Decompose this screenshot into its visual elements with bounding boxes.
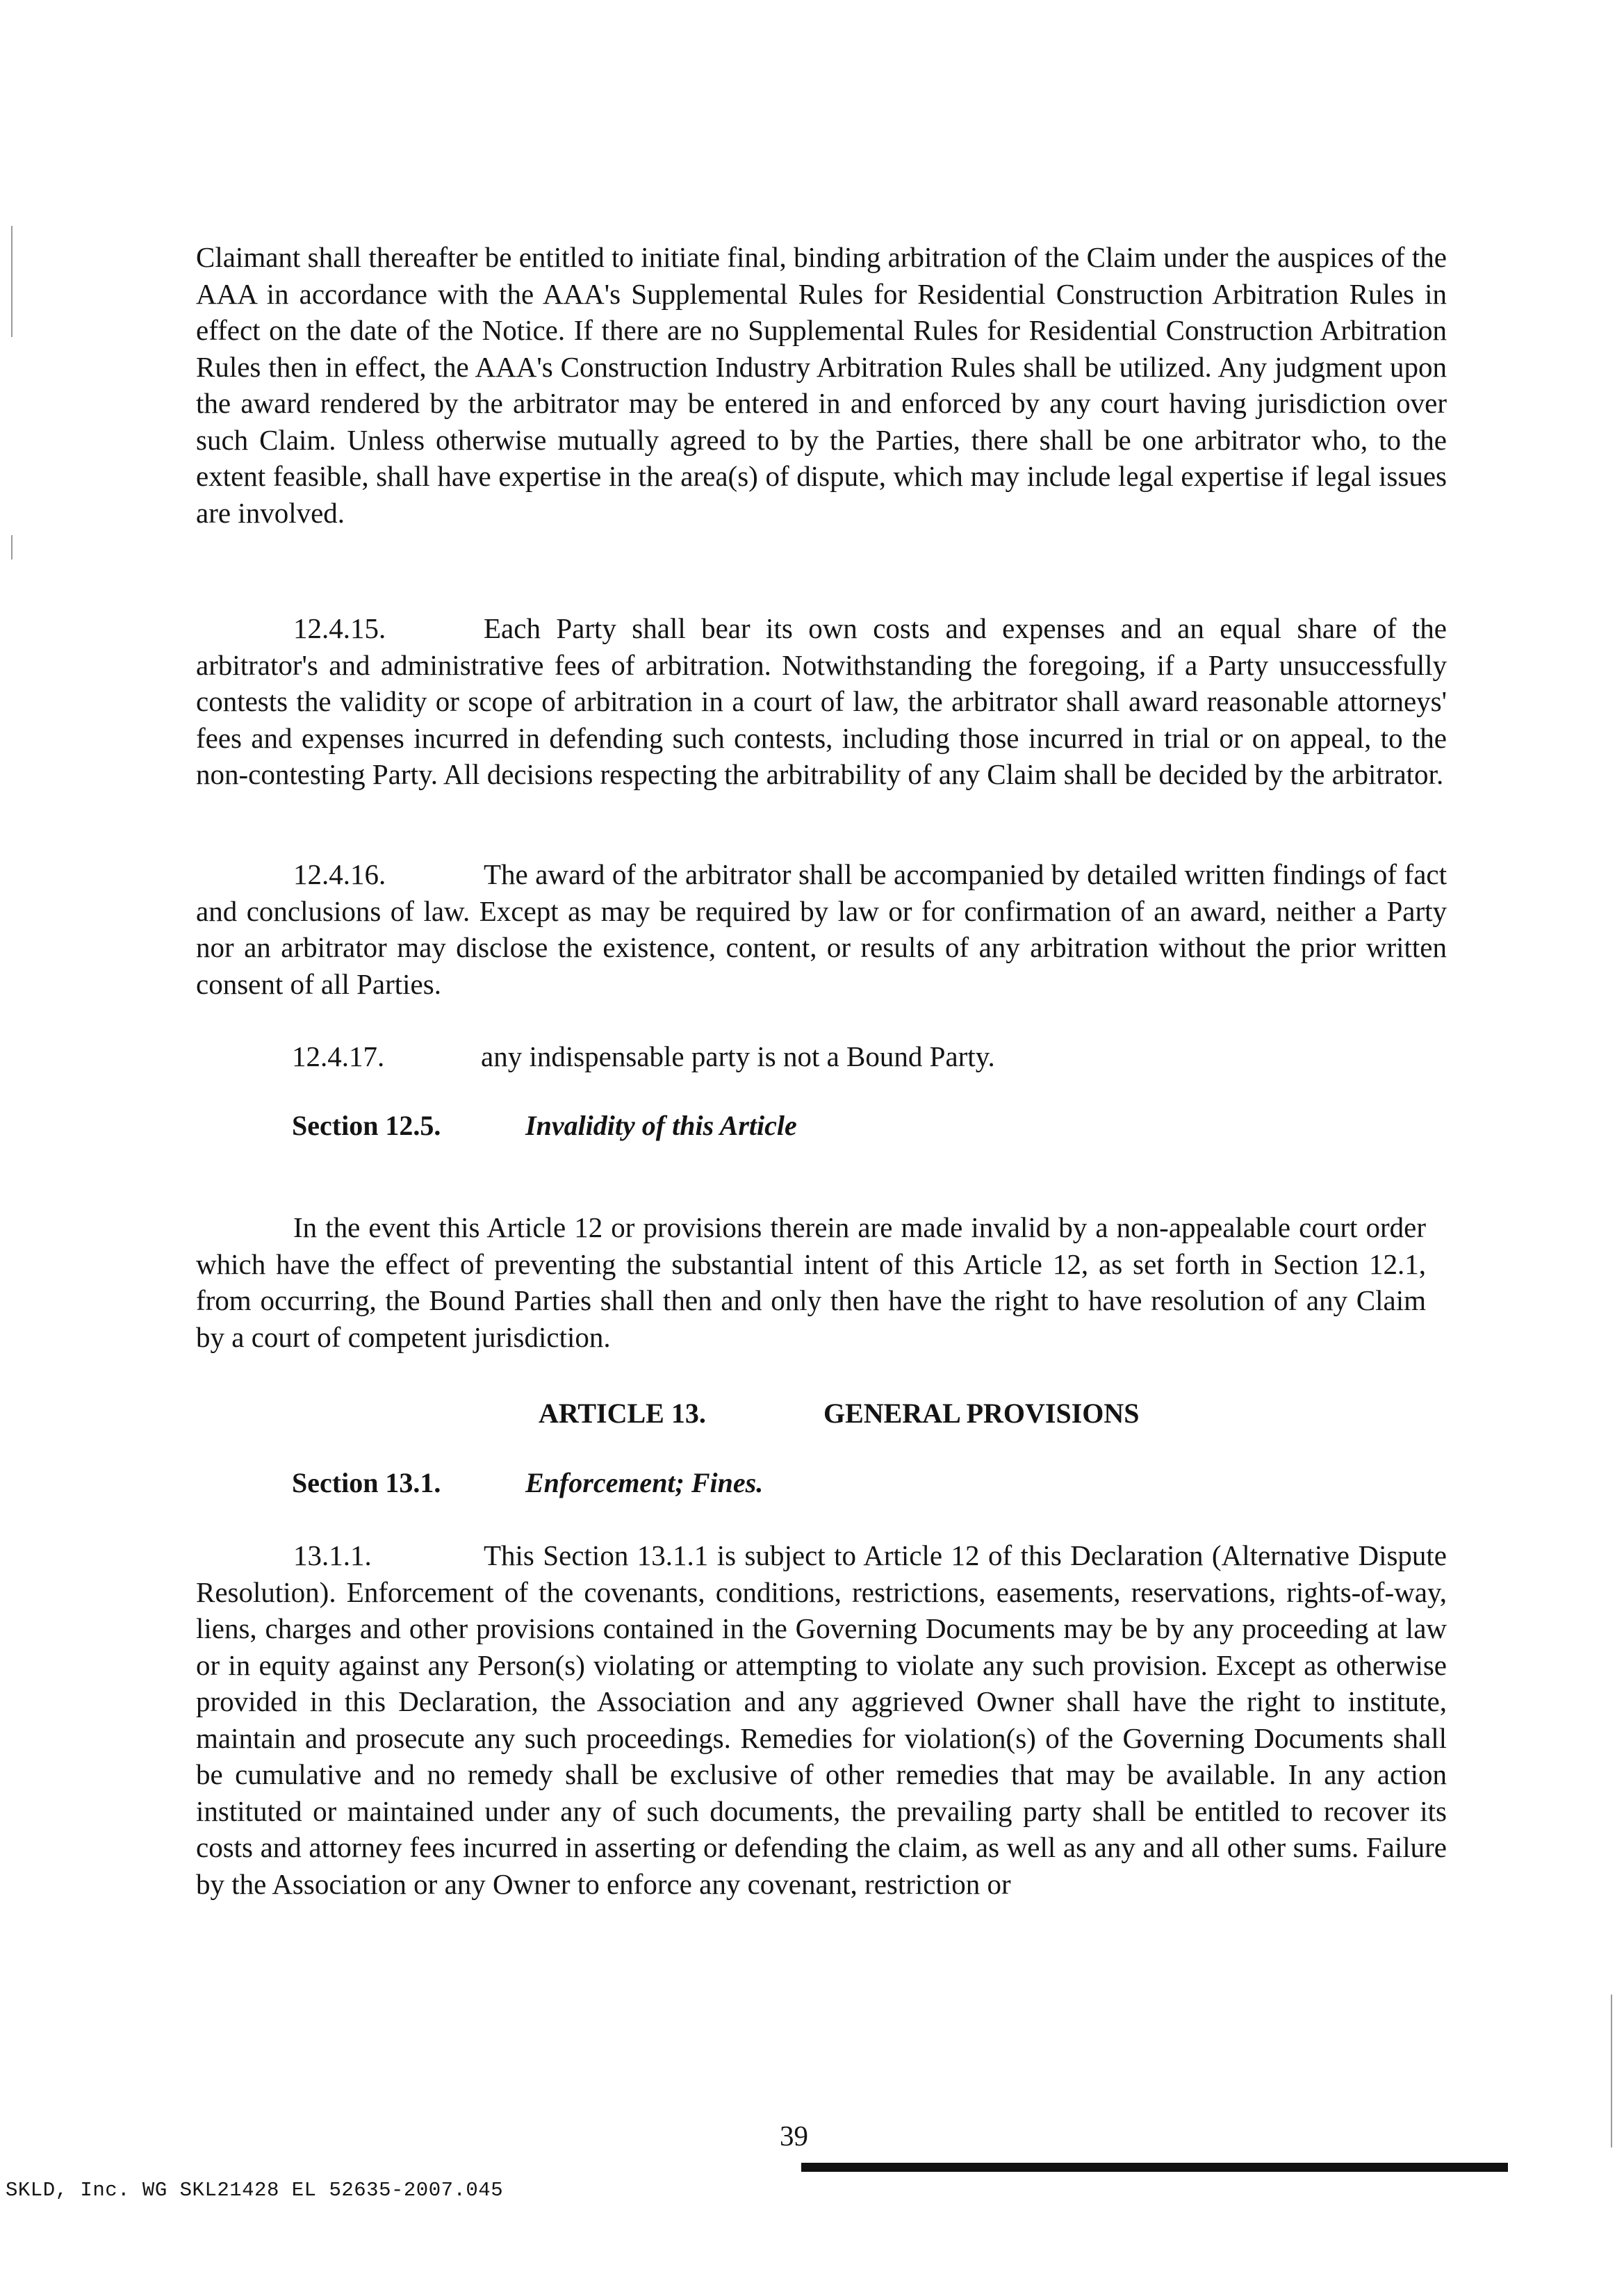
paragraph-number: 12.4.15. <box>293 612 386 644</box>
page-number: 39 <box>780 2120 808 2152</box>
section-label: Section 13.1. <box>292 1467 441 1498</box>
paragraph-text: Each Party shall bear its own costs and expenses and an equal share of the arbitrator's and administrative fees of arbitration. Notwithstanding the foregoing, if a Party unsuccessfully contests the validity or scope of arbitration in a court of law, the arbitrator shall award reasonable attorneys' fees and expenses incurred in defending such contests, including those incurred in trial or on appeal, to the non-contesting Party. All decisions respecting the arbitrability of any Claim shall be decided by the arbitrator. <box>196 612 1447 790</box>
scan-edge-mark <box>11 226 13 337</box>
invalidity-paragraph: In the event this Article 12 or provisions therein are made invalid by a non-appealable court order which have the effect of preventing the substantial intent of this Article 12, as set forth in Section 12.1, from occurring, the Bound Parties shall then and only then have the right to have resolution of any Claim by a court of competent jurisdiction. <box>196 1211 1426 1353</box>
footer-document-id: SKLD, Inc. WG SKL21428 EL 52635-2007.045 <box>6 2179 504 2202</box>
paragraph-number: 13.1.1. <box>293 1539 372 1571</box>
footer-bar <box>801 2163 1508 2172</box>
paragraph-12-4-16 <box>196 856 1447 1002</box>
paragraph-text: any indispensable party is not a Bound Party. <box>481 1040 995 1072</box>
article-13-heading <box>539 1397 1140 1430</box>
paragraph-text: This Section 13.1.1 is subject to Article 12 of this Declaration (Alternative Dispute Resolution). Enforcement of the covenants, conditions, restrictions, easements, reservations, rights-of-way, liens, charges and other provisions contained in the Governing Documents may be by any proceeding at law or in equity against any Person(s) violating or attempting to violate any such provision. Except as otherwise provided in this Declaration, the Association and any aggrieved Owner shall have the right to institute, maintain and prosecute any such proceedings. Remedies for violation(s) of the Governing Documents shall be cumulative and no remedy shall be exclusive of other remedies that may be available. In any action instituted or maintained under any of such documents, the prevailing party shall be entitled to recover its costs and attorney fees incurred in asserting or defending the claim, as well as any and all other sums. Failure by the Association or any Owner to enforce any covenant, restriction or <box>196 1539 1447 1900</box>
paragraph-number: 12.4.17. <box>292 1040 385 1072</box>
paragraph-12-4-15 <box>196 610 1447 793</box>
claimant-arbitration-paragraph: Claimant shall thereafter be entitled to initiate final, binding arbitration of the Claim under the auspices of the AAA in accordance with the AAA's Supplemental Rules for Residential Construction Arbitration Rules in effect on the date of the Notice. If there are no Supplemental Rules for Residential Construction Arbitration Rules then in effect, the AAA's Construction Industry Arbitration Rules shall be utilized. Any judgment upon the award rendered by the arbitrator may be entered in and enforced by any court having jurisdiction over such Claim. Unless otherwise mutually agreed to by the Parties, there shall be one arbitrator who, to the extent feasible, shall have expertise in the area(s) of dispute, which may include legal expertise if legal issues are involved. <box>196 241 1447 529</box>
article-label: ARTICLE 13. <box>539 1398 706 1429</box>
article-title: GENERAL PROVISIONS <box>823 1398 1140 1429</box>
scan-edge-mark <box>11 535 13 559</box>
section-13-1-heading <box>292 1466 763 1499</box>
paragraph-13-1-1 <box>196 1537 1447 1902</box>
paragraph-text: The award of the arbitrator shall be accompanied by detailed written findings of fact and conclusions of law. Except as may be required by law or for confirmation of an award, neither a Party nor an arbitrator may disclose the existence, content, or results of any arbitration without the prior written consent of all Parties. <box>196 858 1447 1000</box>
scan-edge-mark <box>1611 1995 1612 2147</box>
paragraph-number: 12.4.16. <box>293 858 386 890</box>
section-12-5-heading <box>292 1109 797 1142</box>
section-title: Enforcement; Fines. <box>525 1467 764 1498</box>
section-title: Invalidity of this Article <box>525 1110 797 1141</box>
section-label: Section 12.5. <box>292 1110 441 1141</box>
paragraph-12-4-17 <box>292 1040 995 1073</box>
